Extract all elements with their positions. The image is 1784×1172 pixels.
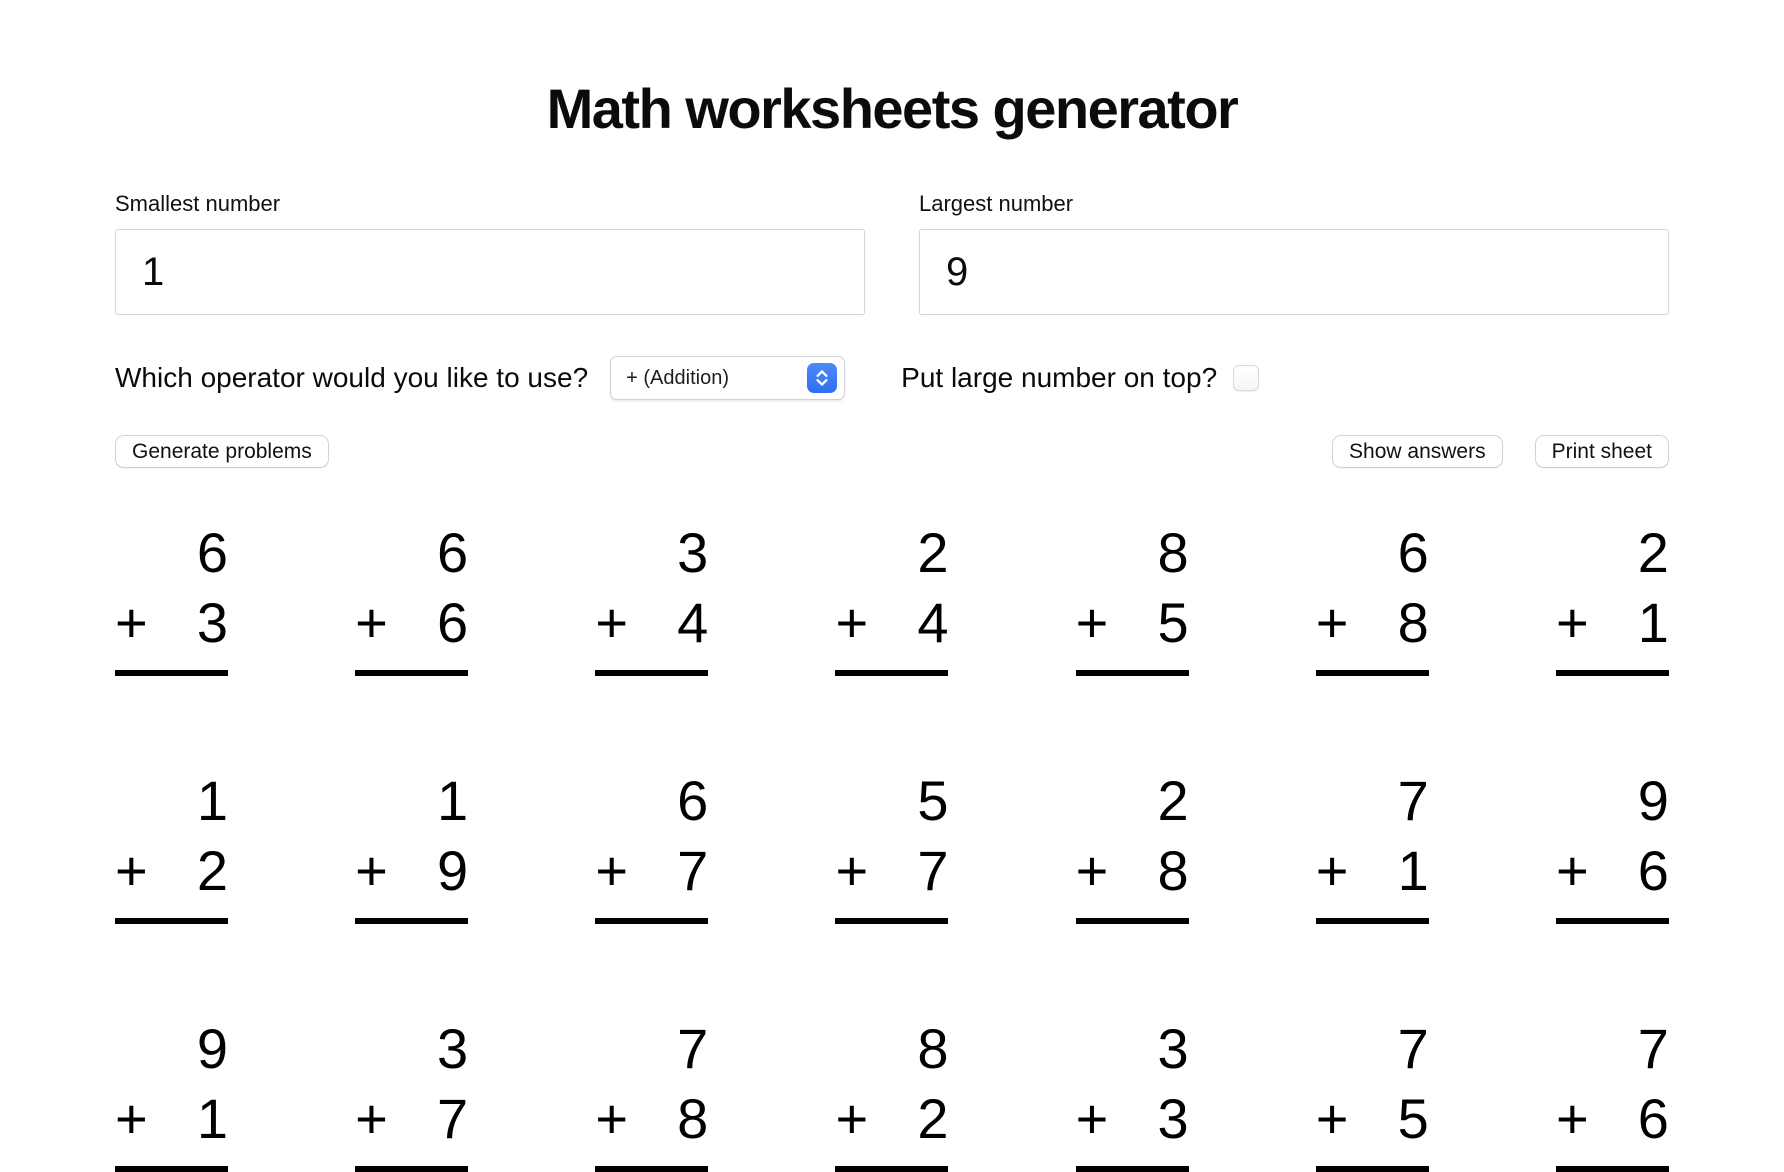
problem-row <box>115 766 1669 924</box>
operand-bottom: 4 <box>917 591 949 654</box>
operand-bottom: 3 <box>196 591 228 654</box>
operator-symbol: + <box>1315 1087 1349 1150</box>
operator-symbol: + <box>835 591 869 654</box>
math-problem <box>1316 518 1429 676</box>
math-problem <box>1316 1014 1429 1172</box>
operand-top: 3 <box>1157 1017 1189 1080</box>
operator-line <box>1316 588 1429 658</box>
operator-line <box>1076 588 1189 658</box>
operand-top: 7 <box>1397 769 1429 832</box>
operand-top: 3 <box>437 1017 469 1080</box>
math-problem <box>835 518 948 676</box>
math-problem <box>1556 518 1669 676</box>
math-problem <box>355 1014 468 1172</box>
large-on-top-checkbox[interactable] <box>1233 365 1259 391</box>
math-problem <box>115 766 228 924</box>
operator-line <box>115 1084 228 1154</box>
math-problem <box>1316 766 1429 924</box>
operand-bottom: 4 <box>677 591 709 654</box>
operand-bottom: 5 <box>1397 1087 1429 1150</box>
operand-bottom: 2 <box>917 1087 949 1150</box>
generate-problems-button[interactable]: Generate problems <box>115 435 329 468</box>
operand-bottom: 1 <box>1637 591 1669 654</box>
operand-top: 5 <box>917 769 949 832</box>
operand-top: 2 <box>1637 521 1669 584</box>
math-problem <box>595 518 708 676</box>
operand-bottom: 7 <box>437 1087 469 1150</box>
operand-top: 1 <box>437 769 469 832</box>
math-problem <box>115 1014 228 1172</box>
math-problem <box>115 518 228 676</box>
operator-line <box>1076 836 1189 906</box>
operator-symbol: + <box>1075 591 1109 654</box>
chevron-down-icon <box>818 380 827 384</box>
largest-number-field-group <box>919 191 1669 315</box>
math-problem <box>835 1014 948 1172</box>
operator-line <box>1556 588 1669 658</box>
largest-number-label: Largest number <box>919 191 1074 216</box>
operand-bottom: 1 <box>196 1087 228 1150</box>
operand-top: 3 <box>677 521 709 584</box>
buttons-row <box>115 435 1669 468</box>
operator-line <box>835 836 948 906</box>
operator-symbol: + <box>595 591 629 654</box>
large-on-top-question-label: Put large number on top? <box>901 362 1218 393</box>
operand-bottom: 3 <box>1157 1087 1189 1150</box>
operand-bottom: 9 <box>437 839 469 902</box>
operator-symbol: + <box>1555 839 1589 902</box>
math-problem <box>355 766 468 924</box>
operand-bottom: 7 <box>917 839 949 902</box>
operand-top: 6 <box>677 769 709 832</box>
math-problem <box>1556 766 1669 924</box>
operator-line <box>1556 1084 1669 1154</box>
operator-line <box>355 1084 468 1154</box>
math-problem <box>355 518 468 676</box>
number-range-fields <box>115 191 1669 315</box>
operator-symbol: + <box>355 839 388 902</box>
operand-top: 8 <box>1157 521 1189 584</box>
operator-symbol: + <box>1315 839 1349 902</box>
chevron-up-icon <box>818 371 827 375</box>
operator-symbol: + <box>355 1087 388 1150</box>
smallest-number-label: Smallest number <box>115 191 281 216</box>
operator-symbol: + <box>1555 1087 1589 1150</box>
operator-symbol: + <box>835 1087 869 1150</box>
operator-symbol: + <box>115 839 148 902</box>
operator-symbol: + <box>115 1087 148 1150</box>
operand-bottom: 1 <box>1397 839 1429 902</box>
operator-line <box>835 588 948 658</box>
operator-line <box>1076 1084 1189 1154</box>
page <box>0 76 1784 1172</box>
problem-row <box>115 518 1669 676</box>
operand-top: 2 <box>917 521 949 584</box>
operator-symbol: + <box>1075 839 1109 902</box>
operator-symbol: + <box>1075 1087 1109 1150</box>
operator-line <box>1316 836 1429 906</box>
operator-symbol: + <box>595 839 629 902</box>
smallest-number-input[interactable] <box>115 229 865 315</box>
operator-line <box>355 836 468 906</box>
operand-top: 7 <box>1397 1017 1429 1080</box>
operator-select-value: + (Addition) <box>626 366 729 389</box>
operator-symbol: + <box>835 839 869 902</box>
operator-line <box>1556 836 1669 906</box>
options-row <box>115 355 1669 401</box>
operand-top: 9 <box>196 1017 228 1080</box>
operator-line <box>355 588 468 658</box>
operator-symbol: + <box>1555 591 1589 654</box>
operator-symbol: + <box>115 591 148 654</box>
math-problem <box>595 766 708 924</box>
operator-line <box>595 588 708 658</box>
operand-top: 6 <box>1397 521 1429 584</box>
operand-bottom: 8 <box>1157 839 1189 902</box>
operator-symbol: + <box>1315 591 1349 654</box>
worksheet <box>115 518 1669 1172</box>
print-sheet-button[interactable]: Print sheet <box>1535 435 1669 468</box>
operator-line <box>595 836 708 906</box>
show-answers-button[interactable]: Show answers <box>1332 435 1503 468</box>
operand-bottom: 5 <box>1157 591 1189 654</box>
operator-line <box>595 1084 708 1154</box>
operand-top: 2 <box>1157 769 1189 832</box>
operand-top: 7 <box>1637 1017 1669 1080</box>
operator-symbol: + <box>595 1087 629 1150</box>
operand-top: 8 <box>917 1017 949 1080</box>
problem-row <box>115 1014 1669 1172</box>
operator-line <box>1316 1084 1429 1154</box>
smallest-number-field-group <box>115 191 865 315</box>
operand-bottom: 6 <box>437 591 469 654</box>
operand-bottom: 2 <box>196 839 228 902</box>
operator-question-label: Which operator would you like to use? <box>115 362 589 393</box>
operator-line <box>835 1084 948 1154</box>
page-title: Math worksheets generator <box>546 77 1238 140</box>
operand-top: 6 <box>437 521 469 584</box>
operand-bottom: 6 <box>1637 1087 1669 1150</box>
operand-top: 1 <box>196 769 228 832</box>
operator-select[interactable] <box>610 356 845 400</box>
operand-bottom: 7 <box>677 839 709 902</box>
operand-top: 6 <box>196 521 228 584</box>
operand-bottom: 8 <box>677 1087 709 1150</box>
operand-bottom: 6 <box>1637 839 1669 902</box>
operator-line <box>115 836 228 906</box>
math-problem <box>595 1014 708 1172</box>
largest-number-input[interactable] <box>919 229 1669 315</box>
operand-top: 7 <box>677 1017 709 1080</box>
operand-top: 9 <box>1637 769 1669 832</box>
math-problem <box>1076 766 1189 924</box>
operator-symbol: + <box>355 591 388 654</box>
operand-bottom: 8 <box>1397 591 1429 654</box>
operator-line <box>115 588 228 658</box>
select-stepper-icon <box>807 363 837 393</box>
math-problem <box>1076 1014 1189 1172</box>
math-problem <box>1556 1014 1669 1172</box>
math-problem <box>1076 518 1189 676</box>
math-problem <box>835 766 948 924</box>
